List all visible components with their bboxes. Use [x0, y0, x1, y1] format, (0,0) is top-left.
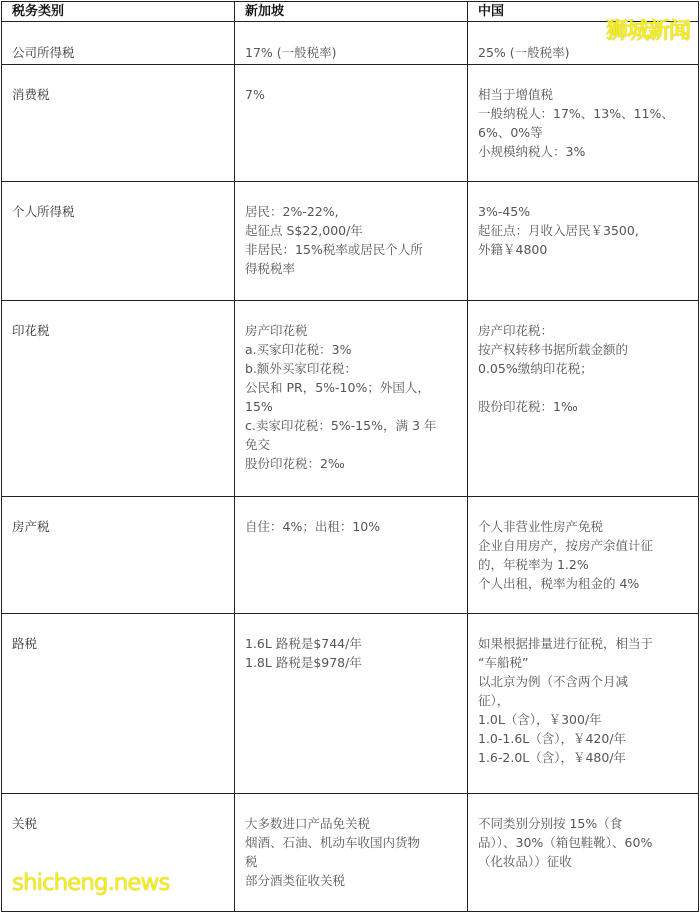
china-cell	[468, 497, 699, 614]
table-row	[2, 614, 699, 794]
cell-line: 起征点 S$22,000/年	[245, 223, 363, 238]
cell-line: 起征点：月收入居民￥3500,	[478, 223, 639, 238]
china-cell	[468, 65, 699, 182]
cell-line: 7%	[245, 87, 265, 102]
cell-line: 大多数进口产品免关税	[245, 816, 371, 831]
table-row	[2, 497, 699, 614]
cell-line: （化妆品））征收	[478, 854, 572, 869]
cell-line: 公民和 PR，5%-10%；外国人，	[245, 380, 430, 395]
header-category: 税务类别	[2, 2, 235, 22]
cell-line: 个人非营业性房产免税	[478, 519, 604, 534]
cell-line: a.买家印花税：3%	[245, 342, 352, 357]
cell-line: 股份印花税：2‰	[245, 456, 345, 471]
table-row	[2, 301, 699, 497]
cell-line: 股份印花税：1‰	[478, 399, 578, 414]
china-cell	[468, 794, 699, 912]
cell-line: 得税税率	[245, 261, 296, 276]
cell-line: 1.0L（含），￥300/年	[478, 712, 602, 727]
cell-line: b.额外买家印花税：	[245, 361, 357, 376]
cell-line: 不同类别分别按 15%（食	[478, 816, 623, 831]
cell-line: 6%、0%等	[478, 125, 543, 140]
cell-line: 非居民：15%税率或居民个人所	[245, 242, 423, 257]
cell-line: 0.05%缴纳印花税；	[478, 361, 593, 376]
singapore-cell	[235, 301, 468, 497]
cell-line: 1.8L 路税是$978/年	[245, 655, 362, 670]
cell-line: 个人出租，税率为租金的 4%	[478, 576, 640, 591]
cell-line: 小规模纳税人：3%	[478, 144, 586, 159]
cell-line: c.卖家印花税：5%-15%，满 3 年	[245, 418, 437, 433]
cell-line: 房产印花税	[245, 323, 308, 338]
table-header-row	[2, 2, 699, 22]
table-row	[2, 65, 699, 182]
category-cell: 路税	[2, 614, 235, 794]
category-cell: 个人所得税	[2, 182, 235, 301]
tax-comparison-table	[1, 1, 699, 912]
cell-line: 相当于增值税	[478, 87, 554, 102]
cell-line: 居民：2%-22%,	[245, 204, 339, 219]
cell-line: “车船税”	[478, 655, 529, 670]
table-row	[2, 182, 699, 301]
china-cell	[468, 301, 699, 497]
cell-line: 企业自用房产，按房产余值计征	[478, 538, 654, 553]
singapore-cell	[235, 65, 468, 182]
cell-line: 自住：4%；出租：10%	[245, 519, 381, 534]
cell-line: 25% (一般税率)	[478, 45, 570, 60]
cell-line: 的，年税率为 1.2%	[478, 557, 589, 572]
watermark-logo-top: 狮城新闻	[605, 19, 690, 44]
cell-line: 按产权转移书据所载金额的	[478, 342, 629, 357]
cell-line: 税	[245, 854, 258, 869]
cell-line: 如果根据排量进行征税，相当于	[478, 636, 654, 651]
china-cell	[468, 614, 699, 794]
category-cell: 公司所得税	[2, 22, 235, 65]
cell-line: 烟酒、石油、机动车收国内货物	[245, 835, 421, 850]
category-cell: 关税	[2, 794, 235, 912]
china-cell	[468, 182, 699, 301]
singapore-cell	[235, 794, 468, 912]
cell-line: 15%	[245, 399, 273, 414]
cell-line: 征），	[478, 693, 510, 708]
singapore-cell	[235, 182, 468, 301]
singapore-cell	[235, 497, 468, 614]
cell-line: 1.0-1.6L（含），￥420/年	[478, 731, 627, 746]
cell-line: 房产印花税：	[478, 323, 554, 338]
cell-line: 3%-45%	[478, 204, 531, 219]
singapore-cell	[235, 22, 468, 65]
table-row	[2, 22, 699, 65]
header-china: 中国	[468, 2, 699, 22]
watermark-logo-bottom: shicheng.news	[12, 870, 170, 896]
category-cell: 房产税	[2, 497, 235, 614]
cell-line: 以北京为例（不含两个月减	[478, 674, 629, 689]
cell-line: 免交	[245, 437, 271, 452]
cell-line: 品））、30%（箱包鞋靴）、60%	[478, 835, 653, 850]
cell-line: 外籍￥4800	[478, 242, 548, 257]
cell-line	[478, 378, 698, 397]
cell-line: 1.6-2.0L（含），￥480/年	[478, 750, 627, 765]
singapore-cell	[235, 614, 468, 794]
cell-line: 1.6L 路税是$744/年	[245, 636, 362, 651]
header-singapore: 新加坡	[235, 2, 468, 22]
category-cell: 消费税	[2, 65, 235, 182]
category-cell: 印花税	[2, 301, 235, 497]
cell-line: 17% (一般税率)	[245, 45, 337, 60]
cell-line: 部分酒类征收关税	[245, 873, 346, 888]
cell-line: 一般纳税人：17%、13%、11%、	[478, 106, 674, 121]
